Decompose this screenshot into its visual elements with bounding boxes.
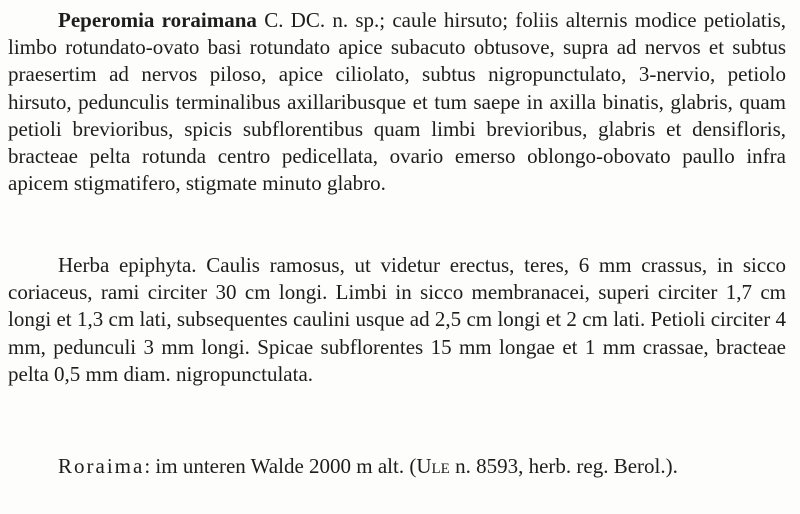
locality-place: Roraima xyxy=(58,454,145,478)
habit-paragraph xyxy=(8,252,786,388)
locality-text-after: n. 8593, herb. reg. Berol.). xyxy=(449,454,678,478)
species-author: C. DC. n. sp. xyxy=(264,8,380,32)
locality-paragraph xyxy=(8,453,786,480)
habit-text: Herba epiphyta. Caulis ramosus, ut videtur erectus, teres, 6 mm crassus, in sicco coriaceus, rami circiter 30 cm longi. Limbi in sicco membranacei, superi circiter 1,7 cm longi et 1,3 cm lati, subsequentes caulini usque ad 2,5 cm longi et 2 cm lati. Petioli circiter 4 mm, pedunculi 3 mm longi. Spicae subflorentes 15 mm longae et 1 mm crassae, bracteae pelta 0,5 mm diam. nigropunctulata. xyxy=(8,253,786,386)
collector-name: Ule xyxy=(416,454,450,478)
species-name: Peperomia roraimana xyxy=(58,8,257,32)
species-description-paragraph xyxy=(8,7,786,197)
description-text: ; caule hirsuto; foliis alternis modice petiolatis, limbo rotundato-ovato basi rotundato apice subacuto obtusove, supra ad nervos et subtus praesertim ad nervos piloso, apice ciliolato, subtus nigropunctulato, 3-nervio, petiolo hirsuto, pedunculis terminalibus axillaribusque et tum saepe in axilla binatis, glabris, quam petioli brevioribus, spicis subflorentibus quam limbi brevioribus, glabris et densifloris, bracteae pelta rotunda centro pedicellata, ovario emerso oblongo-obovato paullo infra apicem stigmatifero, stigmate minuto glabro. xyxy=(8,8,787,196)
locality-text-before: : im unteren Walde 2000 m alt. ( xyxy=(144,454,417,478)
